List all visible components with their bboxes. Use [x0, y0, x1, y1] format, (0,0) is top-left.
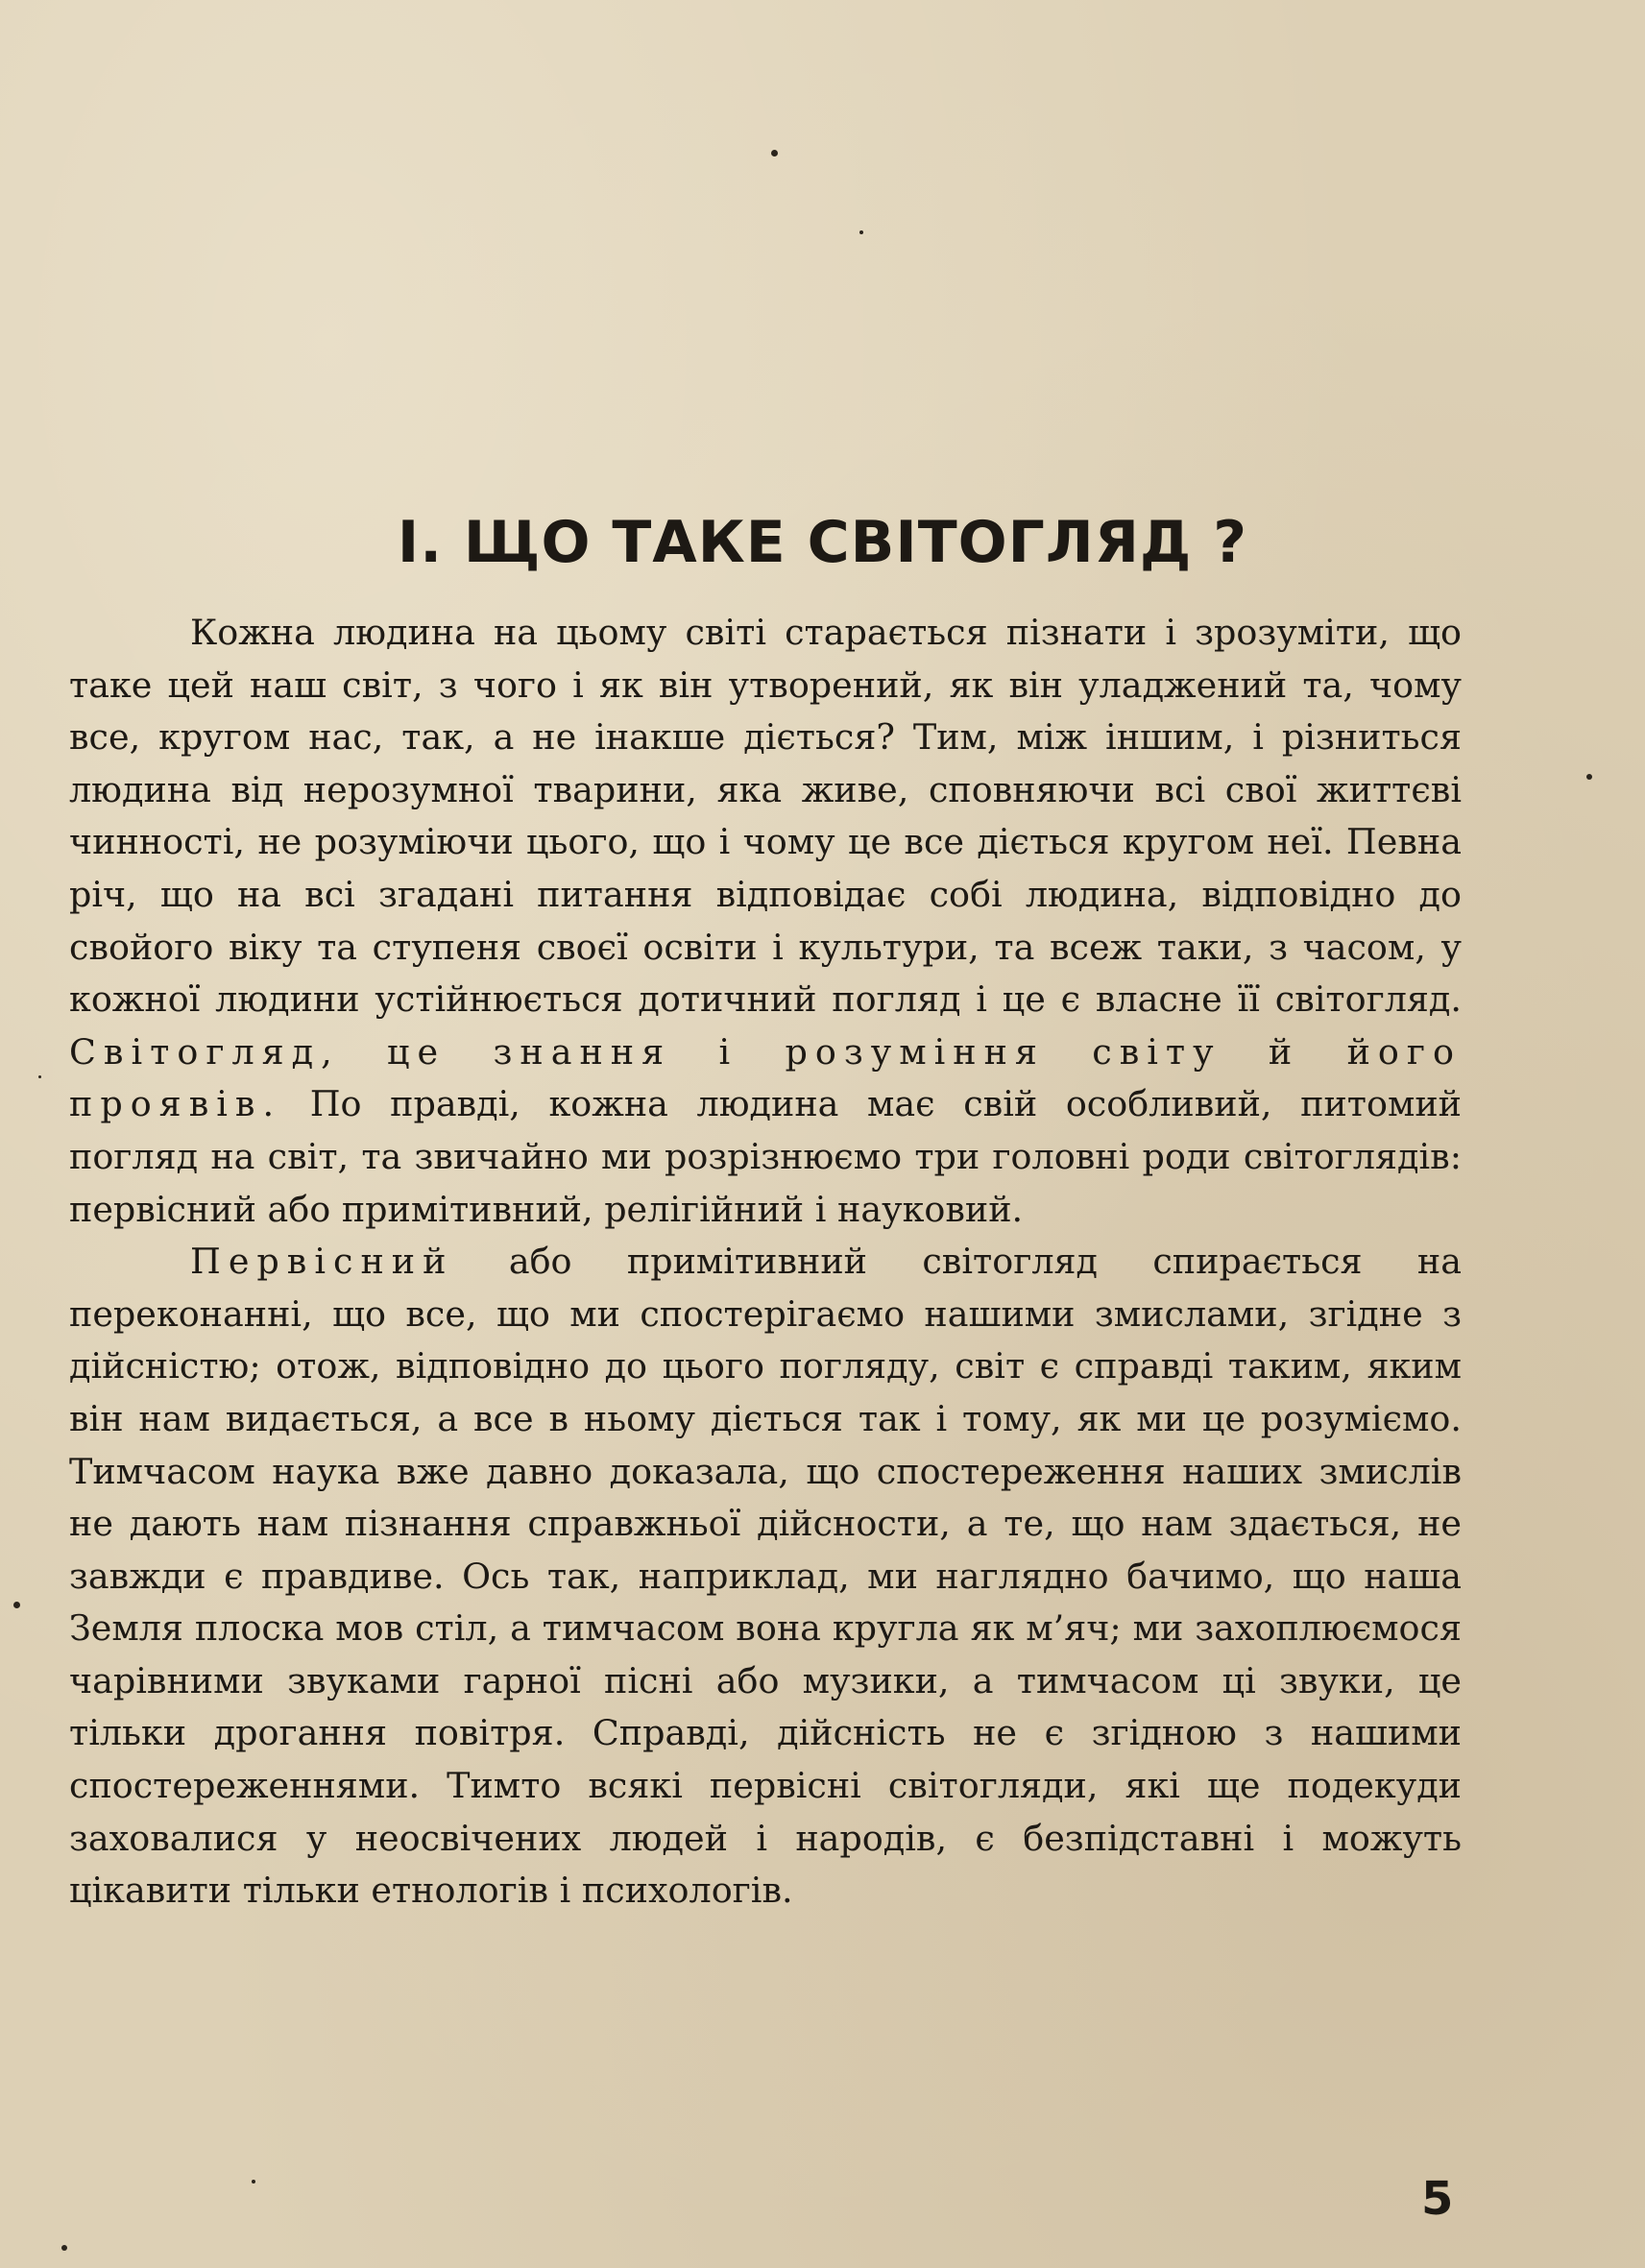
print-speck	[859, 230, 863, 234]
paragraph-text: або примітивний світогляд спирається на переконанні, що все, що ми спостерігаємо нашими змислами, згідне з дійсністю; отож, відповідно до цього погляду, світ є справді таким, яким він нам видається, а все в ньому діється так і тому, як ми це розуміємо. Тимчасом наука вже давно доказала, що спостереження наших змислів не дають нам пізнання справжньої дійсности, а те, що нам здається, не завжди є правдиве. Ось так, наприклад, ми наглядно бачимо, що наша Земля плоска мов стіл, а тимчасом вона кругла як м’яч; ми захоплюємося чарівними звуками гарної пісні або музики, а тимчасом ці звуки, це тільки дрогання повітря. Справді, дійсність не є згідною з нашими спостереженнями. Тимто всякі первісні світогляди, які ще подекуди заховалися у неосвічених людей і народів, є безпідставні і можуть цікавити тільки етнологів і психологів.	[69, 1241, 1462, 1912]
print-speck	[1586, 774, 1592, 780]
print-speck	[771, 150, 778, 157]
emphasized-definition: Світогляд, це знання і розуміння світу й його проявів.	[69, 1030, 1462, 1125]
print-speck	[61, 2245, 67, 2251]
body-text	[69, 607, 1462, 1918]
emphasized-term: Первісний	[190, 1241, 454, 1283]
print-speck	[38, 1075, 41, 1078]
paragraph	[69, 1236, 1462, 1918]
chapter-title: І. ЩО ТАКЕ СВІТОГЛЯД ?	[397, 509, 1248, 576]
paragraph	[69, 607, 1462, 1236]
paragraph-text: Кожна людина на цьому світі старається пізнати і зрозуміти, що таке цей наш світ, з чого і як він утворений, як він уладжений та, чому все, кругом нас, так, а не інакше діється? Тим, між іншим, і різниться людина від нерозумної тварини, яка живе, сповняючи всі свої життєві чинності, не розуміючи цього, що і чому це все діється кругом неї. Певна річ, що на всі згадані питання відповідає собі людина, відповідно до свойого віку та ступеня своєї освіти і культури, та всеж таки, з часом, у кожної людини устійнюється дотичний погляд і це є власне її світогляд.	[69, 612, 1462, 1021]
paragraph-text: По правді, кожна людина має свій особливий, питомий погляд на світ, та звичайно ми розрізнюємо три головні роди світоглядів: первісний або примітивний, релігійний і науковий.	[69, 1083, 1462, 1230]
print-speck	[13, 1602, 20, 1608]
page-number: 5	[1421, 2172, 1454, 2226]
print-speck	[252, 2180, 255, 2184]
